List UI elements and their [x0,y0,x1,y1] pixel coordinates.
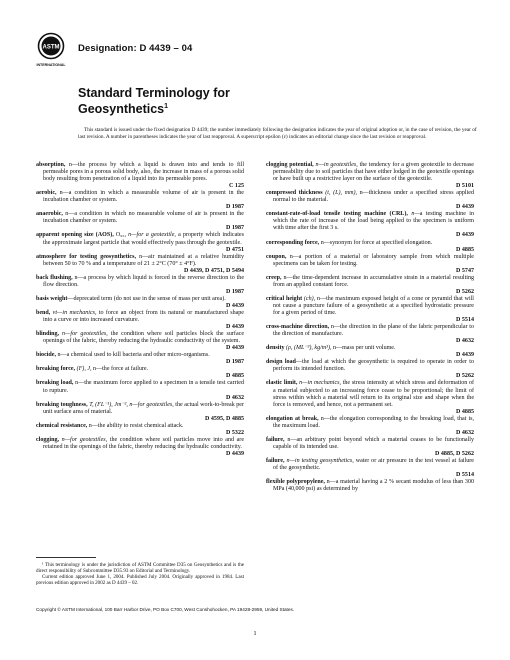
standard-reference: C 125 [229,183,244,190]
term-qualifier: n—in mechanics, [299,380,342,387]
standard-notice [78,127,478,140]
standard-reference: D 1987 [226,204,244,211]
standard-reference: D 4439 [456,352,474,359]
term-definition: n—a portion of a material or laboratory sample from which multiple specimens can be taken for testing. [273,253,474,267]
standard-reference: D 5262 [456,288,474,295]
footnote [36,562,244,586]
term-definition: n—thickness under a specified stress applied normal to the material. [273,190,474,204]
footnote-paragraph-1: ¹ This terminology is under the jurisdiction of ASTM Committee D35 on Geosynthetics and is the direct responsibility of Subcommittee D35.93 on Editorial and Terminology. [36,562,244,575]
term-name: design load [266,359,296,366]
term-name: critical height [266,295,303,302]
term-name: chemical resistance, [36,422,88,429]
term-qualifier: n—for geotextiles, [62,331,108,338]
term-definition: the actual work-to-break per unit surface area of material. [43,401,245,415]
standard-reference: D 5262 [456,373,474,380]
term-entry [266,458,474,479]
term-entry [36,296,244,310]
term-name: constant-rate-of-load tensile testing machine (CRL), [266,211,408,218]
term-definition: n—air maintained at a relative humidity between 50 to 70 % and a temperature of 21 ± 2°C (70° ± 4°F). [43,253,244,267]
standard-reference: D 4439 [456,232,474,239]
term-entry [36,331,244,352]
term-entry [36,190,244,211]
standard-reference: D 4885, D 5262 [435,450,474,457]
title-footnote-mark: 1 [164,103,169,110]
term-definition: a testing machine in which the rate of increase of the load being applied to the specimen is uniform with time after the first 3 s. [273,211,475,232]
term-name: coupon, [266,253,287,260]
term-qualifier: vt—in mechanics, [52,309,97,316]
term-definition: n—mass per unit volume. [331,345,396,352]
term-definition: water or air pressure in the test vessel at failure of the geosynthetic. [273,457,474,472]
notice-line-1: This standard is issued under the fixed designation D 4439; the number immediately following the designation indicates the year of [84,127,360,133]
term-entry [36,423,244,437]
term-name: density [266,345,285,352]
term-name: creep, [266,274,282,281]
term-definition: n—a process by which liquid is forced in the reverse direction to the flow direction. [43,274,245,288]
standard-reference: D 4439, D 4751, D 5494 [184,267,244,274]
title-line-1: Standard Terminology for [78,86,230,100]
term-entry [36,162,244,190]
term-qualifier: (t, (L), mm), [325,190,357,197]
term-name: breaking load, [36,380,74,387]
term-definition: —deprecated term (do not use in the sense of mass per unit area). [67,295,226,302]
term-entry [266,240,474,254]
term-entry [266,479,474,493]
standard-reference: D 4439 [226,324,244,331]
term-definition: the condition where soil particles move into and are retained in the openings of the fabric, thereby reducing the hydraulic conductivity. [43,436,245,450]
term-definition: to force an object from its natural or manufactured shape into a curve or into increased curvature. [43,309,244,324]
term-definition: the condition where soil particles block the surface openings of the fabric, thereby reducing the hydraulic conductivity of the system. [43,331,244,345]
term-qualifier: n—in testing geosynthetics, [286,457,354,464]
standard-reference: D 4632 [456,429,474,436]
term-definition: n—a condition in which a measurable volume of air is present in the incubation chamber or system. [43,190,244,204]
standard-reference: D 5514 [456,317,474,324]
term-definition: n—a chemical used to kill bacteria and other micro-organisms. [56,352,210,359]
term-qualifier: n—in geotextiles, [315,162,358,168]
term-definition: n—the direction in the plane of the fabric perpendicular to the direction of manufacture. [273,324,474,338]
term-qualifier: n—for geotextiles, [61,436,108,443]
notice-line-3: superscript epsilon (ε) indicates an editorial change since the last revision or reapproval. [241,133,427,140]
term-name: absorption, [36,162,66,168]
term-name: anaerobic, [36,211,63,218]
term-name: breaking force, [36,366,76,373]
term-definition: n—the force at failure. [91,366,149,373]
term-name: elastic limit, [266,380,298,387]
standard-reference: D 5514 [456,472,474,479]
term-definition: n—the maximum exposed height of a cone or pyramid that will not cause a puncture failure of a geosynthetic at a specified hydrostatic pressure for a given period of time. [273,295,474,316]
term-name: basis weight [36,295,68,302]
term-name: bend, [36,309,51,316]
term-definition: n—the ability to resist chemical attack. [87,422,184,429]
astm-logo [36,32,66,70]
term-entry [36,352,244,366]
term-definition: n—an arbitrary point beyond which a material ceases to be functionally capable of its intended use. [273,436,474,450]
title-line-2-text: Geosynthetics [78,102,165,117]
left-column [36,162,244,458]
term-entry [36,275,244,296]
term-name: failure, [266,436,285,443]
term-entry [266,275,474,296]
term-qualifier: (ch), [303,295,316,302]
footnote-paragraph-2: Current edition approved June 1, 2004. Published July 2004. Originally approved in 1984. Last previous edition approved in 2002 as D 4439 – 02. [36,574,244,587]
term-entry [36,380,244,401]
notice-line-2: original adoption or, in the case of revision, the year of last revision. A number in parentheses indicates the year of last reapproval. A [78,127,477,140]
term-definition: n—synonym for force at specified elongation. [319,239,433,246]
term-definition: the tendency for a given geotextile to decrease permeability due to soil particles that have either lodged in the geotextile openings or have built up a restrictive layer on the surface of the geotextile. [273,162,474,183]
term-name: blinding, [36,331,60,338]
term-entry [266,345,474,359]
term-name: flexible polypropylene, [266,479,325,486]
standard-reference: D 4885 [456,408,474,415]
term-entry [36,402,244,423]
term-definition: —the load at which the geosynthetic is required to operate in order to perform its intended function. [273,359,474,373]
standard-reference: D 4595, D 4885 [205,415,244,422]
term-entry [36,366,244,380]
term-name: aerobic, [36,190,57,197]
standard-reference: D 5322 [226,429,244,436]
term-definition: n—the time-dependent increase in accumulative strain in a material resulting from an applied constant force. [273,274,474,288]
title-line-2 [78,100,438,116]
standard-reference: D 4885 [226,373,244,380]
term-name: breaking toughness, [36,401,88,408]
term-name: clogging, [36,436,60,443]
term-entry [36,254,244,275]
standard-reference: D 4439 [226,345,244,352]
term-entry [36,437,244,458]
standard-reference: D 5101 [456,183,474,190]
standard-reference: D 1987 [226,288,244,295]
term-qualifier: (F), J, [76,366,92,373]
term-entry [266,190,474,211]
standard-reference: D 1987 [226,359,244,366]
term-qualifier: n—for a geotextile, [128,232,176,239]
term-entry [266,296,474,324]
page-title [78,86,438,116]
term-definition: n—a condition in which no measurable volume of air is present in the incubation chamber or system. [43,211,244,225]
standard-reference: D 4439 [456,204,474,211]
term-name: atmosphere for testing geosynthetics, [36,253,136,260]
term-entry [266,254,474,275]
term-definition: n—the process by which a liquid is drawn into and tends to fill permeable pores in a porous solid body, also, the increase in mass of a porous solid body resulting from penetration of a liquid into its permeable pores. [43,162,244,183]
term-symbol: O₉₅, [113,232,129,239]
term-entry [266,437,474,458]
standard-reference: D 4632 [226,394,244,401]
term-definition: the stress intensity at which stress and deformation of a material subjected to an increasing force cease to be proportional; the limit of stress within which a material will return to its original size and shape when the force is removed, and hence, not a permanent set. [273,380,474,408]
standard-reference: D 4885 [456,246,474,253]
term-entry [36,310,244,331]
term-name: apparent opening size (AOS), [36,232,114,239]
term-entry [266,380,474,415]
standard-reference: D 1987 [226,225,244,232]
standard-reference: D 4632 [456,338,474,345]
logo-text: ASTM [42,44,60,51]
term-name: compressed thickness [266,190,323,197]
term-definition: a property which indicates the approximate largest particle that would effectively pass through the geotextile. [43,232,244,246]
term-definition: n—the elongation corresponding to the breaking load, that is, the maximum load. [273,415,474,429]
standard-reference: D 4751 [226,246,244,253]
term-definition: n—the maximum force applied to a specimen in a tensile test carried to rupture. [43,380,244,394]
term-entry [36,232,244,253]
term-qualifier: (ρ, (ML⁻³), kg/m³), [286,345,332,352]
copyright-line: Copyright © ASTM International, 100 Barr Harbor Drive, PO Box C700, West Conshohocken, PA 19428-2959, United States. [36,607,295,612]
term-name: biocide, [36,352,56,359]
term-name: corresponding force, [266,239,320,246]
term-name: back flushing, [36,274,73,281]
term-entry [266,416,474,437]
term-name: failure, [266,457,285,464]
standard-reference: D 4439 [226,302,244,309]
term-definition: n—a material having a 2 % secant modulus of less than 300 MPa (40,000 psi) as determined by [273,479,474,493]
term-entry [266,324,474,345]
right-column [266,162,474,493]
term-entry [266,211,474,239]
term-qualifier: T, (FL⁻¹), Jm⁻², n—for geotextiles, [89,401,174,408]
term-entry [36,211,244,232]
logo-subtext: INTERNATIONAL [36,63,66,67]
footnote-divider [36,557,96,558]
term-name: cross-machine direction, [266,324,330,331]
term-entry [266,359,474,380]
term-name: elongation at break, [266,415,319,422]
standard-reference: D 4439 [226,450,244,457]
standard-reference: D 5747 [456,267,474,274]
term-qualifier: n— [411,211,420,218]
term-name: clogging potential, [266,162,314,168]
page-number: 1 [253,630,257,637]
designation: Designation: D 4439 – 04 [78,43,193,54]
term-entry [266,162,474,190]
